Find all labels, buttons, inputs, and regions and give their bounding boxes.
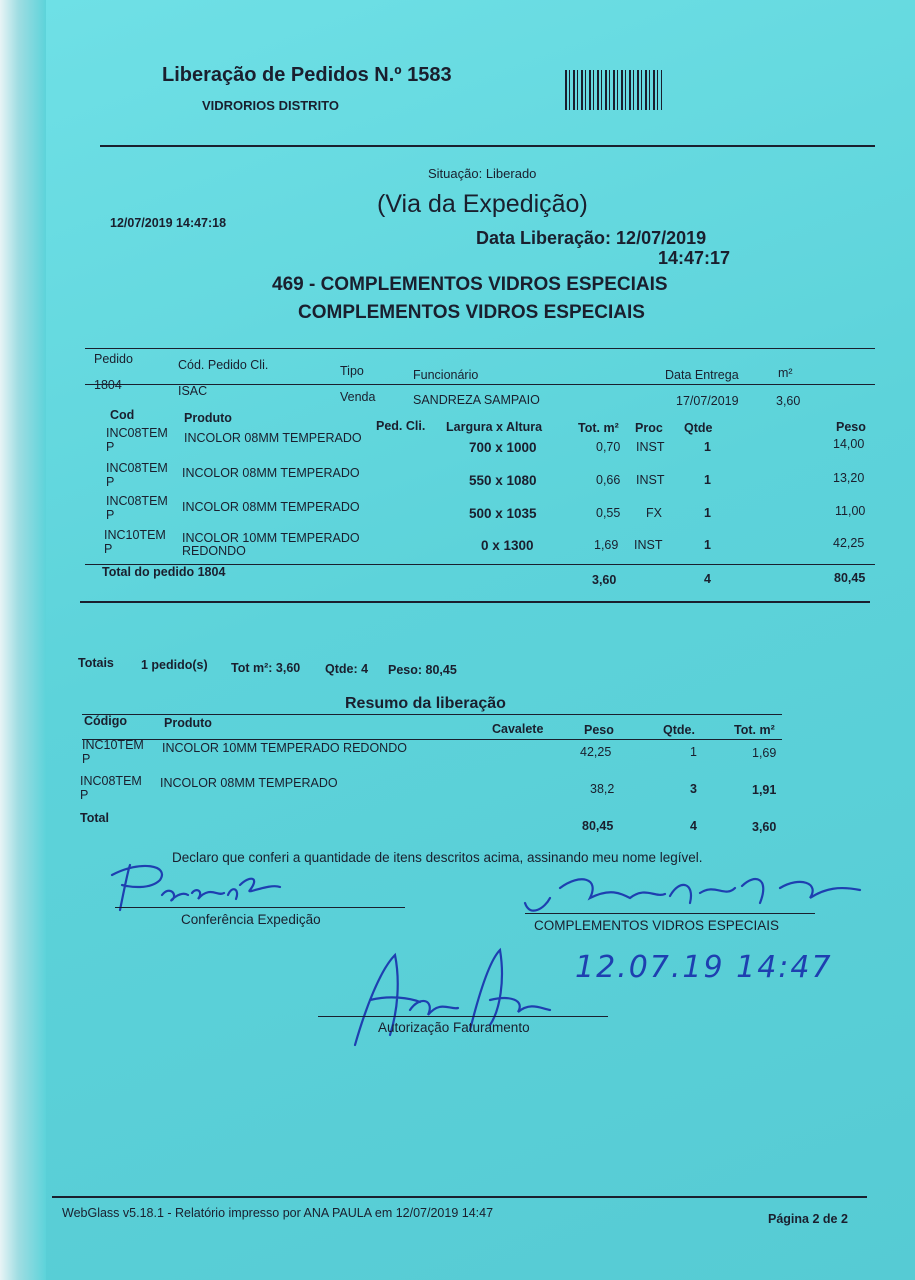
tipo-value: Venda bbox=[340, 390, 376, 404]
col-peso: Peso bbox=[836, 420, 866, 434]
col-ped-cli: Ped. Cli. bbox=[376, 419, 426, 433]
item-peso: 11,00 bbox=[835, 504, 866, 518]
totais-pedidos: 1 pedido(s) bbox=[141, 658, 208, 672]
item-proc: INST bbox=[634, 538, 663, 552]
col-qtde: Qtde. bbox=[663, 723, 695, 737]
divider bbox=[80, 601, 870, 603]
totais-label: Totais bbox=[78, 656, 114, 670]
client-name: 469 - COMPLEMENTOS VIDROS ESPECIAIS bbox=[272, 274, 668, 295]
cod-pedido-cli-value: ISAC bbox=[178, 384, 208, 398]
client-fantasy-name: COMPLEMENTOS VIDROS ESPECIAIS bbox=[298, 302, 645, 323]
company-signature-label: COMPLEMENTOS VIDROS ESPECIAIS bbox=[534, 918, 780, 933]
signature-line bbox=[525, 913, 815, 914]
resumo-tot-m2: 1,91 bbox=[752, 783, 777, 797]
item-tot-m2: 0,66 bbox=[596, 473, 621, 487]
col-qtde: Qtde bbox=[684, 421, 713, 435]
item-produto: INCOLOR 08MM TEMPERADO bbox=[182, 466, 360, 480]
col-tot-m2: Tot. m² bbox=[734, 723, 775, 737]
resumo-produto: INCOLOR 10MM TEMPERADO REDONDO bbox=[162, 741, 407, 755]
divider bbox=[85, 348, 875, 349]
data-entrega-value: 17/07/2019 bbox=[676, 394, 739, 408]
col-produto: Produto bbox=[164, 716, 212, 730]
col-tipo: Tipo bbox=[340, 364, 364, 378]
col-largura-altura: Largura x Altura bbox=[446, 420, 543, 434]
col-funcionario: Funcionário bbox=[413, 368, 479, 382]
divider bbox=[100, 145, 875, 147]
col-proc: Proc bbox=[635, 421, 663, 435]
item-qtde: 1 bbox=[704, 506, 711, 520]
order-total-label: Total do pedido 1804 bbox=[102, 565, 226, 579]
item-tot-m2: 0,70 bbox=[596, 440, 621, 454]
item-peso: 14,00 bbox=[833, 437, 865, 451]
paper-edge bbox=[0, 0, 46, 1280]
resumo-produto: INCOLOR 08MM TEMPERADO bbox=[160, 776, 338, 790]
item-produto: INCOLOR 08MM TEMPERADO bbox=[182, 500, 360, 514]
item-dims: 550 x 1080 bbox=[469, 473, 537, 488]
m2-value: 3,60 bbox=[776, 394, 801, 408]
signature-line bbox=[318, 1016, 608, 1017]
order-total-peso: 80,45 bbox=[834, 571, 866, 585]
col-codigo: Código bbox=[84, 714, 128, 728]
footer-printed-by: WebGlass v5.18.1 - Relatório impresso por ANA PAULA em 12/07/2019 14:47 bbox=[62, 1206, 494, 1220]
handwritten-date: 12.07.19 14:47 bbox=[575, 950, 833, 985]
totais-peso: Peso: 80,45 bbox=[388, 663, 457, 677]
item-qtde: 1 bbox=[704, 473, 711, 487]
order-total-qtde: 4 bbox=[704, 572, 711, 586]
conferencia-label: Conferência Expedição bbox=[181, 912, 321, 927]
item-produto: INCOLOR 08MM TEMPERADO bbox=[184, 431, 362, 445]
col-cod: Cod bbox=[110, 408, 135, 422]
col-cod-pedido-cli: Cód. Pedido Cli. bbox=[178, 358, 269, 372]
item-proc: FX bbox=[646, 506, 662, 520]
item-tot-m2: 0,55 bbox=[596, 506, 621, 520]
col-produto: Produto bbox=[184, 411, 232, 425]
item-dims: 0 x 1300 bbox=[481, 538, 534, 553]
company-name: VIDRORIOS DISTRITO bbox=[202, 98, 339, 113]
item-qtde: 1 bbox=[704, 538, 711, 552]
item-tot-m2: 1,69 bbox=[594, 538, 619, 552]
col-pedido: Pedido bbox=[94, 352, 133, 366]
declaration-text: Declaro que conferi a quantidade de itens descritos acima, assinando meu nome legível. bbox=[172, 850, 703, 865]
via-label: (Via da Expedição) bbox=[377, 190, 588, 218]
item-cod: INC08TEM P bbox=[106, 494, 168, 522]
resumo-title: Resumo da liberação bbox=[345, 695, 506, 712]
item-produto: INCOLOR 10MM TEMPERADO REDONDO bbox=[182, 531, 360, 558]
barcode-icon bbox=[565, 70, 662, 110]
resumo-total-qtde: 4 bbox=[690, 819, 697, 833]
resumo-total-peso: 80,45 bbox=[582, 819, 614, 833]
page-number: Página 2 de 2 bbox=[768, 1212, 848, 1226]
resumo-peso: 42,25 bbox=[580, 745, 612, 759]
resumo-total-label: Total bbox=[80, 811, 109, 825]
item-proc: INST bbox=[636, 473, 665, 487]
data-liberacao-time: 14:47:17 bbox=[658, 248, 731, 268]
resumo-qtde: 1 bbox=[690, 745, 697, 759]
divider bbox=[82, 739, 782, 740]
resumo-total-m2: 3,60 bbox=[752, 820, 777, 834]
page-title: Liberação de Pedidos N.º 1583 bbox=[162, 64, 452, 86]
resumo-tot-m2: 1,69 bbox=[752, 746, 777, 760]
divider bbox=[52, 1196, 867, 1198]
item-proc: INST bbox=[636, 440, 665, 454]
pedido-value: 1804 bbox=[94, 378, 122, 392]
signature-line bbox=[115, 907, 405, 908]
situacao: Situação: Liberado bbox=[428, 166, 537, 181]
order-total-m2: 3,60 bbox=[592, 573, 617, 587]
item-qtde: 1 bbox=[704, 440, 711, 454]
item-dims: 700 x 1000 bbox=[469, 440, 537, 455]
col-m2: m² bbox=[778, 366, 793, 380]
resumo-cod: INC08TEM P bbox=[80, 774, 142, 802]
resumo-peso: 38,2 bbox=[590, 782, 615, 796]
col-cavalete: Cavalete bbox=[492, 722, 544, 736]
item-dims: 500 x 1035 bbox=[469, 506, 537, 521]
autorizacao-label: Autorização Faturamento bbox=[378, 1020, 530, 1035]
funcionario-value: SANDREZA SAMPAIO bbox=[413, 393, 540, 407]
totais-m2: Tot m²: 3,60 bbox=[231, 661, 301, 675]
item-peso: 42,25 bbox=[833, 536, 865, 550]
divider bbox=[82, 714, 782, 715]
col-data-entrega: Data Entrega bbox=[665, 368, 739, 382]
resumo-cod: INC10TEM P bbox=[82, 738, 144, 766]
item-cod: INC08TEM P bbox=[106, 426, 168, 454]
col-peso: Peso bbox=[584, 723, 614, 737]
item-cod: INC08TEM P bbox=[106, 461, 168, 489]
totais-qtde: Qtde: 4 bbox=[325, 662, 369, 676]
item-cod: INC10TEM P bbox=[104, 528, 166, 556]
resumo-qtde: 3 bbox=[690, 782, 697, 796]
col-tot-m2: Tot. m² bbox=[578, 421, 619, 435]
data-liberacao: Data Liberação: 12/07/2019 bbox=[476, 228, 707, 248]
print-datetime: 12/07/2019 14:47:18 bbox=[110, 216, 227, 230]
item-peso: 13,20 bbox=[833, 471, 865, 485]
